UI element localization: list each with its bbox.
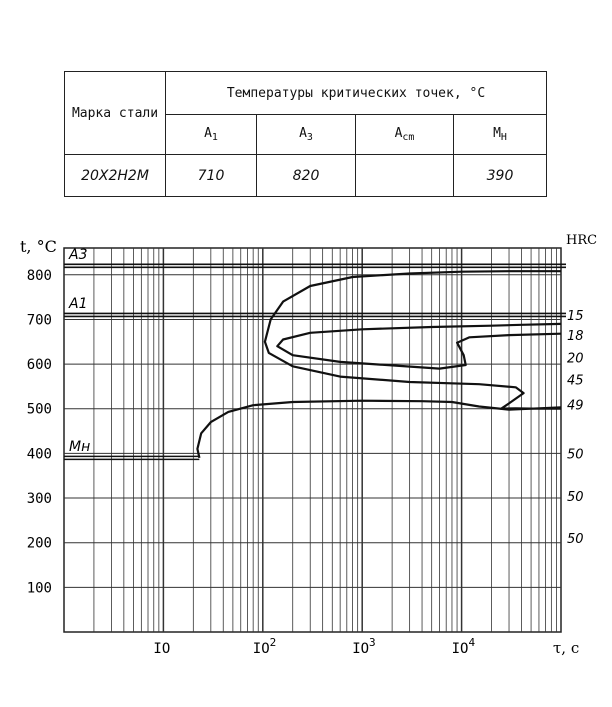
- steel-grade-cell: 20Х2Н2М: [65, 155, 166, 197]
- y-tick-label: 200: [26, 535, 52, 552]
- x-axis-label: τ, с: [553, 639, 580, 657]
- x-tick-label: $IO^2$: [252, 636, 277, 657]
- critical-temperatures-header: Температуры критических точек, °С: [166, 72, 547, 115]
- plot-frame: [64, 248, 561, 632]
- right-axis-label: HRC: [566, 233, 598, 248]
- hrc-label: 15: [567, 308, 584, 324]
- critical-line-label: A1: [69, 295, 88, 312]
- x-tick-label: $IO^3$: [352, 636, 376, 657]
- transformation-curve: [265, 271, 561, 409]
- x-tick-label: IO: [153, 641, 171, 657]
- y-tick-label: 300: [26, 491, 52, 508]
- y-tick-label: 800: [26, 267, 52, 284]
- mn-header: $M_Н$: [454, 115, 547, 155]
- y-tick-label: 100: [26, 580, 52, 597]
- y-tick-label: 700: [26, 312, 52, 329]
- hrc-label: 45: [567, 373, 584, 389]
- acm-header: $A_{cm}$: [356, 115, 454, 155]
- a3-cell: 820: [257, 155, 356, 197]
- steel-grade-header: Марка стали: [65, 72, 166, 155]
- transformation-curve: [277, 324, 561, 369]
- hrc-label: 50: [567, 532, 584, 548]
- hrc-label: 50: [567, 447, 584, 463]
- critical-line-label: A3: [69, 246, 88, 263]
- hrc-label: 20: [567, 351, 584, 367]
- a1-cell: 710: [166, 155, 257, 197]
- hrc-label: 49: [567, 398, 584, 414]
- y-tick-label: 600: [26, 357, 52, 374]
- y-tick-label: 500: [26, 401, 52, 418]
- hrc-label: 50: [567, 489, 584, 505]
- a1-header: $A_1$: [166, 115, 257, 155]
- critical-line-label: Mн: [69, 438, 91, 455]
- y-axis-label: t, °C: [20, 237, 57, 256]
- hrc-label: 18: [567, 329, 584, 345]
- mn-cell: 390: [454, 155, 547, 197]
- x-tick-label: $IO^4$: [451, 636, 476, 657]
- y-tick-label: 400: [26, 446, 52, 463]
- a3-header: $A_3$: [257, 115, 356, 155]
